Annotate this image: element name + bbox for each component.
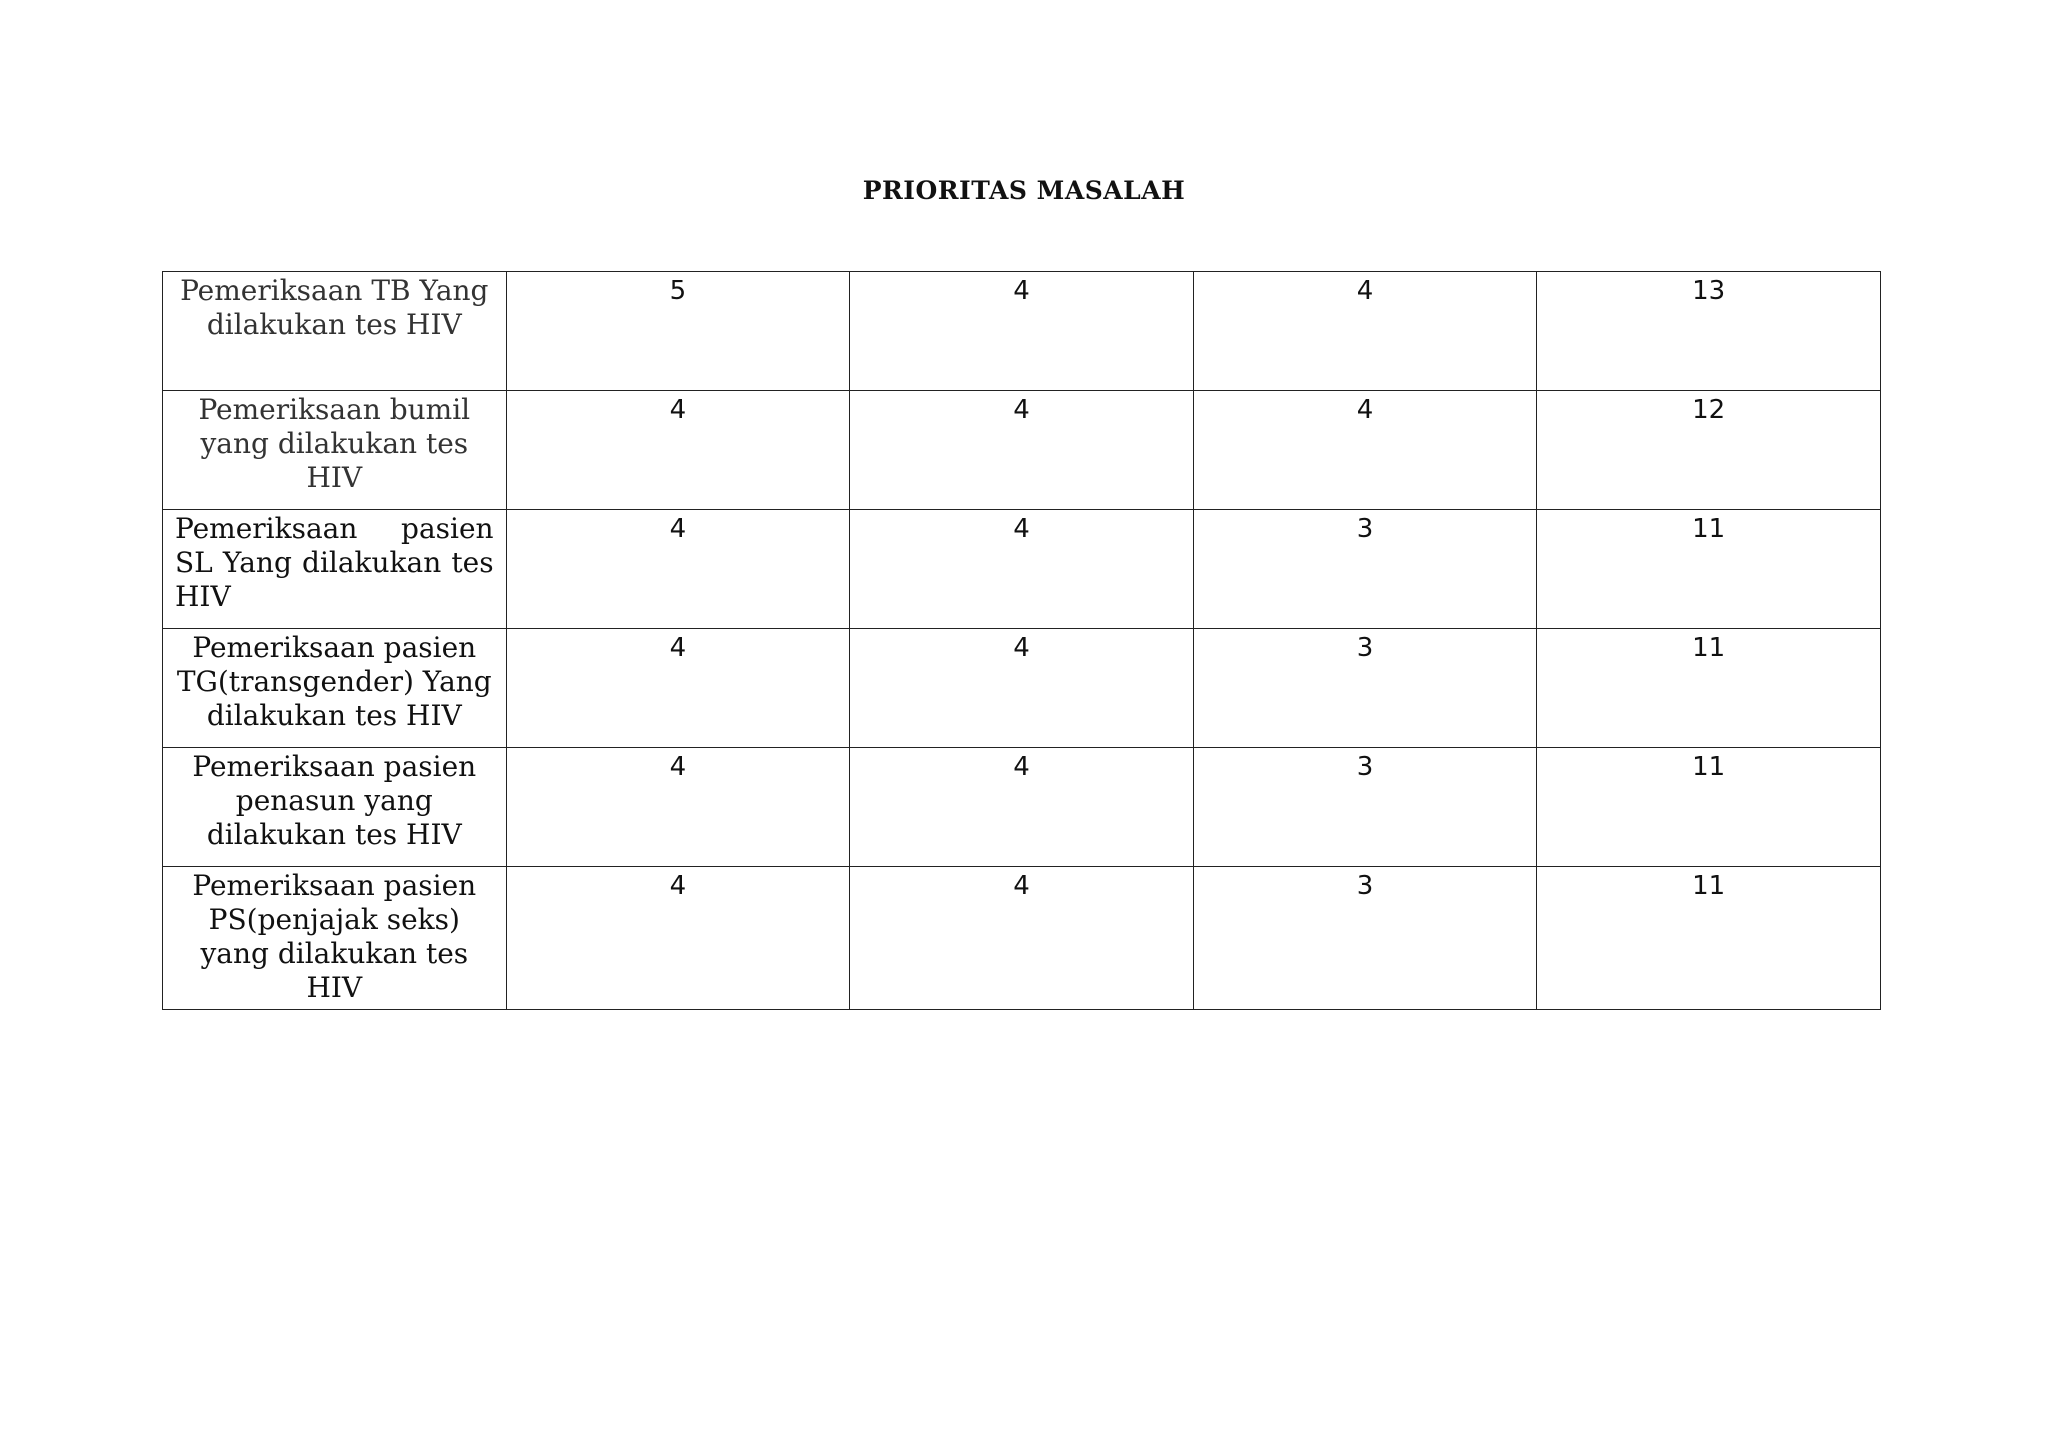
value-cell: 3 xyxy=(1193,510,1537,629)
value-cell: 4 xyxy=(1193,272,1537,391)
value-cell: 3 xyxy=(1193,629,1537,748)
total-cell: 11 xyxy=(1537,867,1881,1010)
value-cell: 4 xyxy=(506,867,850,1010)
value-cell: 4 xyxy=(506,629,850,748)
value-cell: 3 xyxy=(1193,867,1537,1010)
page-title: PRIORITAS MASALAH xyxy=(862,176,1186,205)
total-cell: 11 xyxy=(1537,510,1881,629)
value-cell: 4 xyxy=(850,391,1194,510)
table-row xyxy=(163,272,1881,391)
table-row xyxy=(163,510,1881,629)
value-cell: 4 xyxy=(506,391,850,510)
value-cell: 4 xyxy=(506,510,850,629)
row-label-cell: Pemeriksaan pasien SL Yang dilakukan tes HIV xyxy=(163,510,507,629)
table-row xyxy=(163,391,1881,510)
value-cell: 4 xyxy=(1193,391,1537,510)
table-row xyxy=(163,629,1881,748)
value-cell: 4 xyxy=(850,272,1194,391)
priority-table xyxy=(162,271,1881,1010)
total-cell: 11 xyxy=(1537,748,1881,867)
value-cell: 4 xyxy=(850,867,1194,1010)
value-cell: 5 xyxy=(506,272,850,391)
total-cell: 13 xyxy=(1537,272,1881,391)
row-label-cell: Pemeriksaan pasien TG(transgender) Yang dilakukan tes HIV xyxy=(163,629,507,748)
total-cell: 11 xyxy=(1537,629,1881,748)
value-cell: 3 xyxy=(1193,748,1537,867)
table-row xyxy=(163,867,1881,1010)
total-cell: 12 xyxy=(1537,391,1881,510)
table-row xyxy=(163,748,1881,867)
row-label-cell: Pemeriksaan pasien penasun yang dilakukan tes HIV xyxy=(163,748,507,867)
row-label-cell: Pemeriksaan pasien PS(penjajak seks) yang dilakukan tes HIV xyxy=(163,867,507,1010)
value-cell: 4 xyxy=(850,748,1194,867)
value-cell: 4 xyxy=(850,510,1194,629)
value-cell: 4 xyxy=(506,748,850,867)
row-label-cell: Pemeriksaan bumil yang dilakukan tes HIV xyxy=(163,391,507,510)
row-label-cell: Pemeriksaan TB Yang dilakukan tes HIV xyxy=(163,272,507,391)
value-cell: 4 xyxy=(850,629,1194,748)
